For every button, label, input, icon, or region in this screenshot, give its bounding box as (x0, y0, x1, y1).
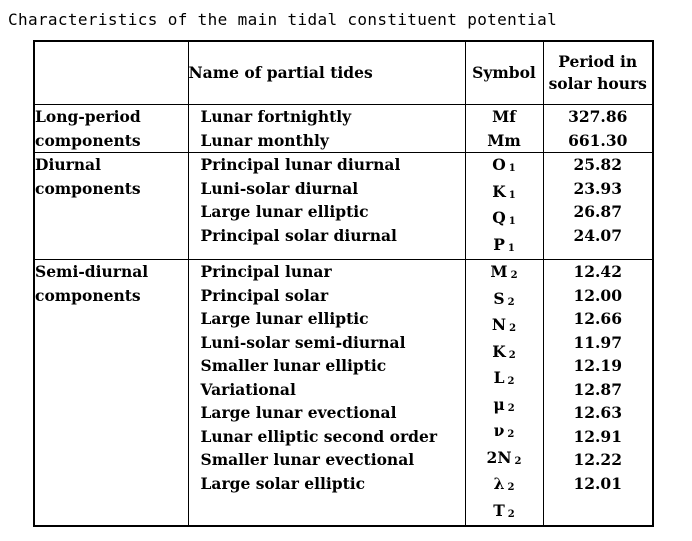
group-label-line: Diurnal (35, 155, 101, 174)
symbols-cell (465, 105, 543, 153)
tide-symbol-subscript: 1 (508, 163, 516, 174)
tide-name: Principal lunar diurnal (200, 155, 401, 174)
tide-period: 12.66 (573, 309, 623, 328)
names-cell (188, 105, 465, 153)
tide-name: Lunar monthly (200, 130, 329, 150)
tide-symbol (466, 419, 543, 446)
names-cell (188, 260, 465, 527)
tide-symbol-main: μ (493, 394, 505, 414)
tide-symbol (466, 153, 543, 180)
group-label (34, 153, 188, 260)
tide-symbol (466, 206, 543, 233)
page-title: Characteristics of the main tidal constituent potential (8, 10, 558, 29)
tide-period: 12.22 (573, 450, 623, 469)
periods-cell (543, 260, 653, 527)
tide-symbol-subscript: 1 (507, 242, 515, 254)
table-row (34, 105, 653, 153)
tide-name: Principal solar (200, 285, 329, 305)
table-header-row (34, 41, 653, 105)
tide-symbol (466, 313, 543, 340)
tide-symbol-subscript: 2 (508, 349, 516, 361)
tide-period: 23.93 (573, 178, 623, 198)
header-period-line1: Period in (558, 52, 638, 71)
table-body (34, 105, 653, 527)
header-name: Name of partial tides (188, 41, 465, 105)
tide-symbol-subscript: 2 (514, 455, 522, 467)
tide-period: 12.63 (573, 403, 623, 422)
tide-symbol-main: T (493, 500, 505, 520)
periods-cell (543, 105, 653, 153)
tide-period: 12.91 (573, 426, 623, 446)
group-label-line: components (35, 285, 141, 305)
tide-name: Lunar elliptic second order (200, 426, 438, 446)
tide-symbol (466, 180, 543, 207)
tide-symbol-subscript: 1 (508, 216, 516, 227)
tide-symbol-main: Q (492, 208, 506, 227)
tide-period: 26.87 (573, 202, 623, 221)
periods-cell (543, 153, 653, 260)
tide-period: 327.86 (568, 107, 628, 126)
tide-period: 12.01 (573, 473, 623, 493)
tide-name: Large lunar evectional (200, 403, 397, 422)
tide-symbol-main: 2N (486, 447, 512, 467)
tide-period: 661.30 (568, 130, 628, 150)
tide-period: 12.42 (573, 262, 623, 281)
tide-symbol-subscript: 1 (508, 189, 516, 201)
tide-symbol-main: λ (493, 474, 505, 493)
tide-name: Large lunar elliptic (200, 309, 369, 328)
tide-symbol (466, 260, 543, 287)
group-label-line: Long-period (35, 107, 141, 126)
tide-symbol-main: N (491, 315, 507, 334)
tide-symbol-main: M (490, 262, 508, 281)
tide-period: 12.00 (573, 285, 623, 305)
tide-symbol-main: Mf (492, 107, 516, 126)
symbols-cell (465, 153, 543, 260)
tide-name: Large lunar elliptic (200, 202, 369, 221)
tide-symbol-main: ν (493, 421, 505, 440)
tide-symbol-main: Mm (487, 130, 521, 150)
tide-symbol (466, 340, 543, 367)
tide-symbol (466, 499, 543, 526)
tide-symbol-main: K (492, 341, 506, 361)
group-label-line: components (35, 178, 141, 198)
tide-symbol-main: O (492, 155, 506, 174)
group-label (34, 105, 188, 153)
tide-name: Principal lunar (200, 262, 332, 281)
tide-symbol-subscript: 2 (509, 323, 517, 334)
tide-symbol (466, 446, 543, 473)
tide-name: Principal solar diurnal (200, 225, 397, 245)
tide-symbol (466, 287, 543, 314)
tide-period: 11.97 (573, 332, 623, 352)
tide-name: Large solar elliptic (200, 473, 366, 493)
group-label-line: components (35, 130, 141, 150)
tide-symbol (466, 129, 543, 153)
tide-symbol-subscript: 2 (507, 296, 515, 308)
tide-period: 12.87 (573, 379, 623, 399)
header-period-line2: solar hours (548, 74, 647, 93)
tide-symbol (466, 472, 543, 499)
header-group-cell (34, 41, 188, 105)
tide-symbol-subscript: 2 (507, 508, 515, 520)
tide-period: 25.82 (573, 155, 623, 174)
tide-symbol-main: S (493, 288, 505, 308)
tide-name: Lunar fortnightly (200, 107, 352, 126)
tide-name: Luni-solar semi-diurnal (200, 332, 406, 352)
tide-name: Smaller lunar evectional (200, 450, 415, 469)
tide-period: 24.07 (573, 225, 623, 245)
symbols-cell (465, 260, 543, 527)
tide-symbol-subscript: 2 (507, 402, 515, 414)
tide-symbol-subscript: 2 (507, 482, 515, 493)
group-label-line: Semi-diurnal (35, 262, 149, 281)
table-row (34, 153, 653, 260)
tide-period: 12.19 (573, 356, 623, 375)
names-cell (188, 153, 465, 260)
table-row (34, 260, 653, 527)
tide-symbol-subscript: 2 (510, 270, 518, 281)
group-label (34, 260, 188, 527)
tide-symbol (466, 105, 543, 129)
tide-symbol (466, 393, 543, 420)
header-symbol: Symbol (465, 41, 543, 105)
tide-symbol-subscript: 2 (507, 376, 515, 387)
tide-name: Smaller lunar elliptic (200, 356, 387, 375)
tidal-constituents-table (33, 40, 654, 527)
tide-name: Luni-solar diurnal (200, 178, 359, 198)
tide-symbol-main: K (492, 181, 506, 201)
tide-symbol (466, 366, 543, 393)
tide-symbol-main: P (493, 234, 505, 254)
tide-name: Variational (200, 379, 296, 399)
tide-symbol (466, 233, 543, 260)
tide-symbol-main: L (493, 368, 505, 387)
header-period (543, 41, 653, 105)
tide-symbol-subscript: 2 (507, 429, 515, 440)
